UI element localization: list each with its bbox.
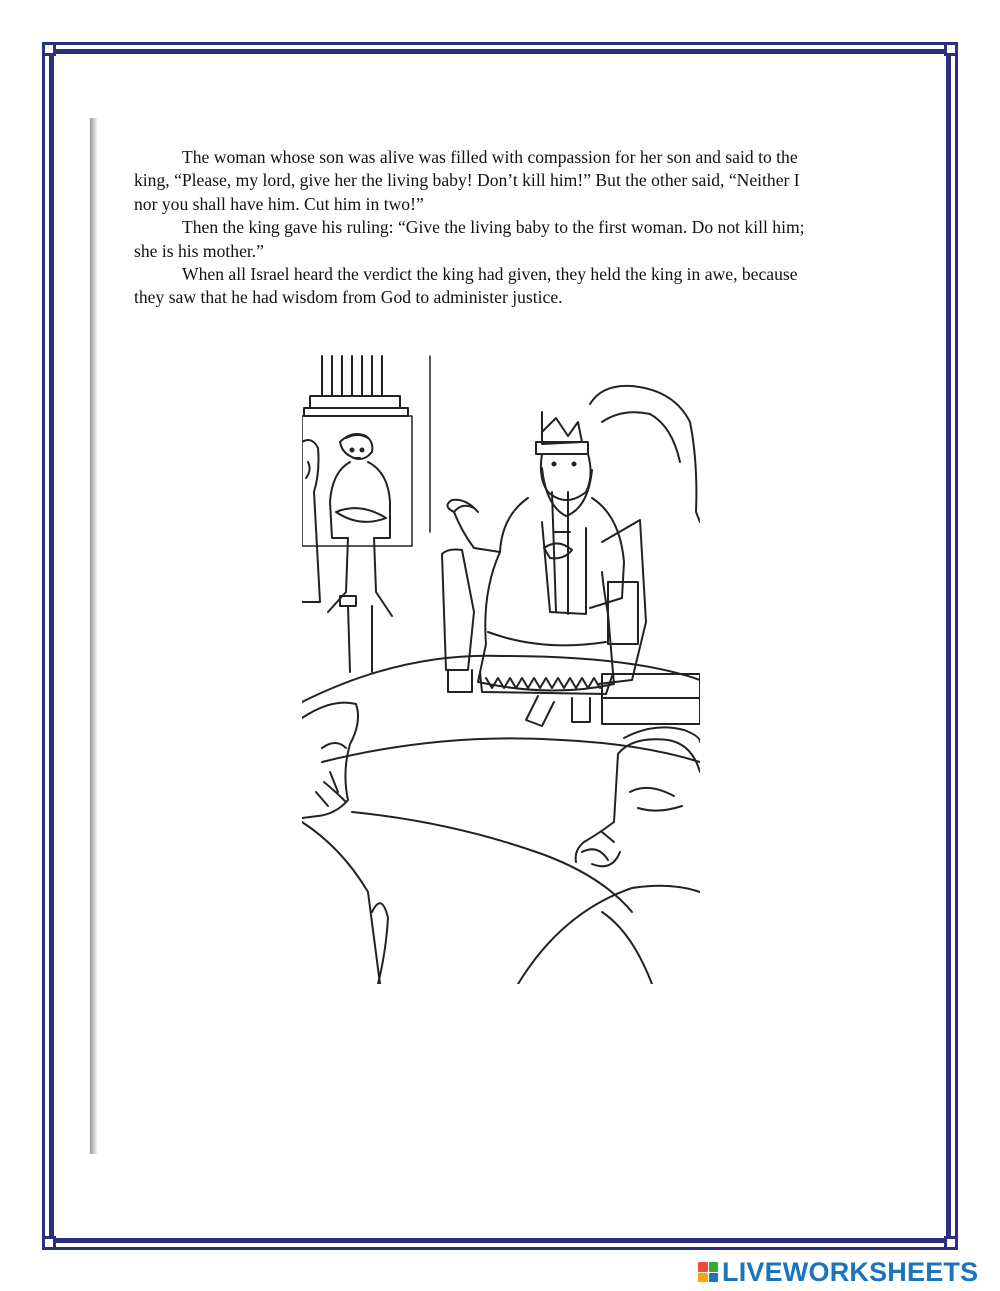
standing-woman: [328, 434, 392, 672]
logo-tile-green: [709, 1262, 719, 1272]
frame-corner-bottom-right: [944, 1236, 958, 1250]
scan-edge-shadow: [90, 118, 98, 1154]
advisor-left: [302, 440, 320, 602]
story-passage: [134, 146, 824, 310]
logo-tile-blue: [709, 1273, 719, 1283]
liveworksheets-icon: [698, 1262, 718, 1282]
passage-paragraph-3: When all Israel heard the verdict the king had given, they held the king in awe, because they saw that he had wisdom from God to administer justice.: [134, 264, 798, 308]
passage-paragraph-2: Then the king gave his ruling: “Give the living baby to the first woman. Do not kill him; she is his mother.”: [134, 217, 805, 261]
king-solomon: [447, 412, 624, 726]
liveworksheets-logo[interactable]: [698, 1257, 978, 1287]
raised-dais: [302, 656, 700, 912]
frame-corner-bottom-left: [42, 1236, 56, 1250]
passage-paragraph-1: The woman whose son was alive was filled with compassion for her son and said to the king, “Please, my lord, give her the living baby! Don’t kill him!” But the other said, “Neither I nor you shall have him. Cut him in two!”: [134, 147, 800, 214]
pillar: [304, 356, 408, 416]
brand-name: LIVEWORKSHEETS: [722, 1256, 979, 1287]
coloring-illustration: [302, 352, 700, 984]
logo-tile-red: [698, 1262, 708, 1272]
frame-corner-top-right: [944, 42, 958, 56]
courtier-left: [302, 703, 388, 984]
frame-corner-top-left: [42, 42, 56, 56]
logo-tile-yellow: [698, 1273, 708, 1283]
